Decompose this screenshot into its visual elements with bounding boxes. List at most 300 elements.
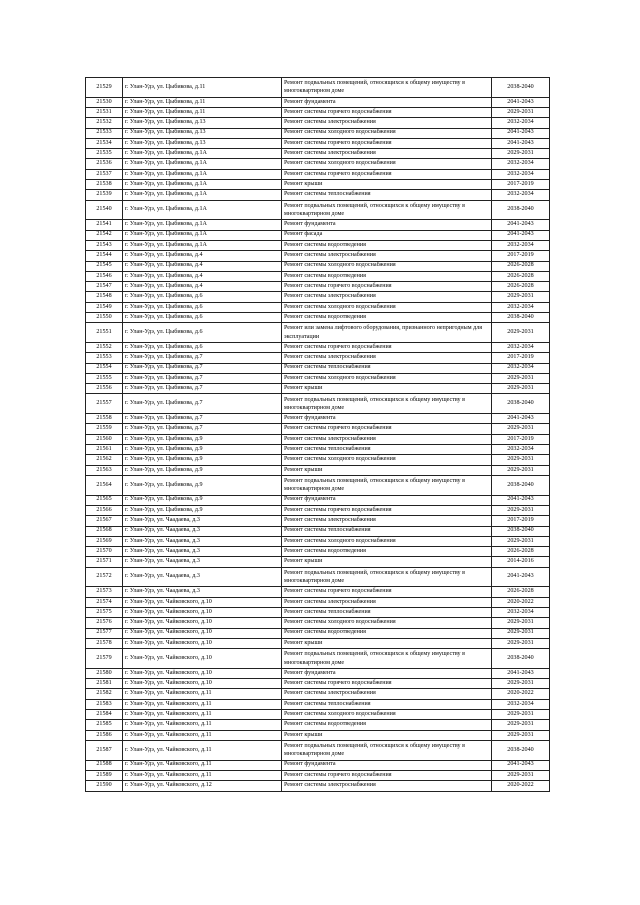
table-row: [86, 353, 550, 363]
row-period: 2041-2043: [492, 138, 550, 148]
row-period: 2029-2031: [492, 323, 550, 343]
table-row: [86, 128, 550, 138]
row-address: г. Улан-Удэ, ул. Цыбикова, д.7: [123, 424, 282, 434]
row-number: 21558: [86, 414, 123, 424]
row-period: 2014-2016: [492, 557, 550, 567]
row-period: 2026-2028: [492, 547, 550, 557]
row-number: 21559: [86, 424, 123, 434]
row-number: 21541: [86, 220, 123, 230]
row-period: 2029-2031: [492, 107, 550, 117]
row-period: 2020-2022: [492, 781, 550, 791]
row-address: г. Улан-Удэ, ул. Цыбикова, д.7: [123, 363, 282, 373]
row-work-type: Ремонт системы горячего водоснабжения: [282, 587, 492, 597]
row-address: г. Улан-Удэ, ул. Цыбикова, д.1А: [123, 149, 282, 159]
row-work-type: Ремонт системы теплоснабжения: [282, 445, 492, 455]
row-period: 2032-2034: [492, 363, 550, 373]
row-address: г. Улан-Удэ, ул. Чаадаева, д.3: [123, 516, 282, 526]
table-row: [86, 261, 550, 271]
row-address: г. Улан-Удэ, ул. Цыбикова, д.4: [123, 282, 282, 292]
row-number: 21577: [86, 628, 123, 638]
table-row: [86, 720, 550, 730]
row-number: 21534: [86, 138, 123, 148]
table-row: [86, 699, 550, 709]
row-number: 21571: [86, 557, 123, 567]
row-work-type: Ремонт системы теплоснабжения: [282, 608, 492, 618]
row-period: 2032-2034: [492, 445, 550, 455]
row-work-type: Ремонт системы холодного водоснабжения: [282, 536, 492, 546]
row-work-type: Ремонт системы теплоснабжения: [282, 526, 492, 536]
row-number: 21552: [86, 343, 123, 353]
table-row: [86, 97, 550, 107]
row-period: 2029-2031: [492, 424, 550, 434]
row-number: 21556: [86, 384, 123, 394]
table-row: [86, 526, 550, 536]
row-address: г. Улан-Удэ, ул. Чайковского, д.12: [123, 781, 282, 791]
row-period: 2029-2031: [492, 770, 550, 780]
row-address: г. Улан-Удэ, ул. Цыбикова, д.11: [123, 107, 282, 117]
row-work-type: Ремонт системы горячего водоснабжения: [282, 343, 492, 353]
row-period: 2029-2031: [492, 618, 550, 628]
row-number: 21531: [86, 107, 123, 117]
table-row: [86, 107, 550, 117]
row-work-type: Ремонт системы холодного водоснабжения: [282, 455, 492, 465]
table-row: [86, 220, 550, 230]
row-number: 21555: [86, 373, 123, 383]
row-work-type: Ремонт системы водоотведения: [282, 313, 492, 323]
row-work-type: Ремонт системы электроснабжения: [282, 597, 492, 607]
table-row: [86, 668, 550, 678]
row-period: 2017-2019: [492, 353, 550, 363]
row-address: г. Улан-Удэ, ул. Чайковского, д.10: [123, 679, 282, 689]
row-number: 21546: [86, 271, 123, 281]
table-row: [86, 557, 550, 567]
row-period: 2029-2031: [492, 149, 550, 159]
table-row: [86, 781, 550, 791]
row-address: г. Улан-Удэ, ул. Цыбикова, д.6: [123, 292, 282, 302]
row-address: г. Улан-Удэ, ул. Чаадаева, д.3: [123, 536, 282, 546]
row-address: г. Улан-Удэ, ул. Цыбикова, д.1А: [123, 169, 282, 179]
row-address: г. Улан-Удэ, ул. Цыбикова, д.11: [123, 97, 282, 107]
row-number: 21588: [86, 760, 123, 770]
row-period: 2041-2043: [492, 230, 550, 240]
row-number: 21537: [86, 169, 123, 179]
row-work-type: Ремонт подвальных помещений, относящихся к общему имуществу в многоквартирном доме: [282, 475, 492, 495]
row-address: г. Улан-Удэ, ул. Чайковского, д.11: [123, 730, 282, 740]
row-number: 21563: [86, 465, 123, 475]
row-period: 2032-2034: [492, 159, 550, 169]
row-work-type: Ремонт фундамента: [282, 97, 492, 107]
row-work-type: Ремонт системы водоотведения: [282, 720, 492, 730]
row-number: 21587: [86, 740, 123, 760]
row-number: 21539: [86, 190, 123, 200]
row-address: г. Улан-Удэ, ул. Цыбикова, д.7: [123, 394, 282, 414]
row-address: г. Улан-Удэ, ул. Чайковского, д.11: [123, 699, 282, 709]
table-row: [86, 760, 550, 770]
table-row: [86, 730, 550, 740]
table-row: [86, 138, 550, 148]
table-row: [86, 638, 550, 648]
row-address: г. Улан-Удэ, ул. Цыбикова, д.1А: [123, 230, 282, 240]
row-work-type: Ремонт системы горячего водоснабжения: [282, 107, 492, 117]
row-address: г. Улан-Удэ, ул. Цыбикова, д.6: [123, 302, 282, 312]
row-work-type: Ремонт крыши: [282, 180, 492, 190]
table-row: [86, 251, 550, 261]
row-number: 21583: [86, 699, 123, 709]
table-row: [86, 384, 550, 394]
row-number: 21579: [86, 649, 123, 669]
row-address: г. Улан-Удэ, ул. Чайковского, д.11: [123, 720, 282, 730]
table-row: [86, 313, 550, 323]
row-work-type: Ремонт подвальных помещений, относящихся к общему имуществу в многоквартирном доме: [282, 567, 492, 587]
row-number: 21549: [86, 302, 123, 312]
row-address: г. Улан-Удэ, ул. Цыбикова, д.13: [123, 138, 282, 148]
row-number: 21560: [86, 434, 123, 444]
row-work-type: Ремонт системы теплоснабжения: [282, 699, 492, 709]
row-number: 21589: [86, 770, 123, 780]
row-address: г. Улан-Удэ, ул. Чайковского, д.10: [123, 649, 282, 669]
row-work-type: Ремонт системы холодного водоснабжения: [282, 159, 492, 169]
table-row: [86, 710, 550, 720]
row-work-type: Ремонт фундамента: [282, 760, 492, 770]
row-address: г. Улан-Удэ, ул. Цыбикова, д.9: [123, 475, 282, 495]
table-row: [86, 475, 550, 495]
row-number: 21548: [86, 292, 123, 302]
row-address: г. Улан-Удэ, ул. Цыбикова, д.9: [123, 445, 282, 455]
row-period: 2032-2034: [492, 343, 550, 353]
row-address: г. Улан-Удэ, ул. Чайковского, д.10: [123, 638, 282, 648]
row-work-type: Ремонт крыши: [282, 638, 492, 648]
table-row: [86, 414, 550, 424]
row-period: 2041-2043: [492, 760, 550, 770]
row-period: 2029-2031: [492, 628, 550, 638]
row-address: г. Улан-Удэ, ул. Цыбикова, д.9: [123, 465, 282, 475]
table-row: [86, 78, 550, 98]
row-address: г. Улан-Удэ, ул. Чайковского, д.11: [123, 689, 282, 699]
row-number: 21573: [86, 587, 123, 597]
row-work-type: Ремонт подвальных помещений, относящихся к общему имуществу в многоквартирном доме: [282, 394, 492, 414]
repair-schedule-table: [85, 77, 550, 792]
row-work-type: Ремонт фундамента: [282, 220, 492, 230]
row-work-type: Ремонт крыши: [282, 384, 492, 394]
row-number: 21544: [86, 251, 123, 261]
row-work-type: Ремонт фундамента: [282, 495, 492, 505]
row-number: 21551: [86, 323, 123, 343]
row-number: 21535: [86, 149, 123, 159]
row-number: 21542: [86, 230, 123, 240]
row-period: 2020-2022: [492, 597, 550, 607]
row-work-type: Ремонт системы водоотведения: [282, 271, 492, 281]
row-address: г. Улан-Удэ, ул. Чайковского, д.11: [123, 770, 282, 780]
row-number: 21547: [86, 282, 123, 292]
row-address: г. Улан-Удэ, ул. Цыбикова, д.1А: [123, 240, 282, 250]
row-work-type: Ремонт или замена лифтового оборудования, признанного непригодным для эксплуатации: [282, 323, 492, 343]
row-work-type: Ремонт системы электроснабжения: [282, 689, 492, 699]
row-period: 2029-2031: [492, 465, 550, 475]
row-number: 21554: [86, 363, 123, 373]
row-number: 21550: [86, 313, 123, 323]
table-row: [86, 302, 550, 312]
row-address: г. Улан-Удэ, ул. Чаадаева, д.3: [123, 547, 282, 557]
row-number: 21566: [86, 505, 123, 515]
row-period: 2032-2034: [492, 302, 550, 312]
row-period: 2032-2034: [492, 118, 550, 128]
table-row: [86, 495, 550, 505]
table-row: [86, 689, 550, 699]
table-row: [86, 618, 550, 628]
table-row: [86, 282, 550, 292]
row-period: 2026-2028: [492, 261, 550, 271]
table-row: [86, 465, 550, 475]
table-row: [86, 587, 550, 597]
row-number: 21543: [86, 240, 123, 250]
row-period: 2029-2031: [492, 384, 550, 394]
row-period: 2029-2031: [492, 720, 550, 730]
table-row: [86, 240, 550, 250]
table-row: [86, 547, 550, 557]
row-work-type: Ремонт системы электроснабжения: [282, 781, 492, 791]
table-body: [86, 78, 550, 792]
row-work-type: Ремонт системы электроснабжения: [282, 353, 492, 363]
row-number: 21545: [86, 261, 123, 271]
table-row: [86, 323, 550, 343]
row-number: 21585: [86, 720, 123, 730]
row-period: 2041-2043: [492, 128, 550, 138]
row-work-type: Ремонт подвальных помещений, относящихся к общему имуществу в многоквартирном доме: [282, 740, 492, 760]
row-period: 2020-2022: [492, 689, 550, 699]
row-number: 21532: [86, 118, 123, 128]
row-period: 2038-2040: [492, 475, 550, 495]
row-address: г. Улан-Удэ, ул. Цыбикова, д.1А: [123, 159, 282, 169]
row-work-type: Ремонт системы электроснабжения: [282, 292, 492, 302]
row-period: 2029-2031: [492, 505, 550, 515]
table-row: [86, 679, 550, 689]
row-work-type: Ремонт подвальных помещений, относящихся к общему имуществу в многоквартирном доме: [282, 200, 492, 220]
table-row: [86, 628, 550, 638]
row-number: 21581: [86, 679, 123, 689]
row-period: 2038-2040: [492, 394, 550, 414]
table-row: [86, 608, 550, 618]
row-work-type: Ремонт системы холодного водоснабжения: [282, 128, 492, 138]
row-work-type: Ремонт системы электроснабжения: [282, 434, 492, 444]
row-work-type: Ремонт системы горячего водоснабжения: [282, 138, 492, 148]
row-period: 2032-2034: [492, 190, 550, 200]
row-work-type: Ремонт системы горячего водоснабжения: [282, 169, 492, 179]
row-work-type: Ремонт системы горячего водоснабжения: [282, 770, 492, 780]
row-work-type: Ремонт системы холодного водоснабжения: [282, 302, 492, 312]
row-number: 21584: [86, 710, 123, 720]
row-address: г. Улан-Удэ, ул. Чаадаева, д.3: [123, 567, 282, 587]
table-row: [86, 271, 550, 281]
row-work-type: Ремонт системы горячего водоснабжения: [282, 505, 492, 515]
row-work-type: Ремонт системы электроснабжения: [282, 516, 492, 526]
table-row: [86, 424, 550, 434]
table-row: [86, 434, 550, 444]
row-period: 2029-2031: [492, 292, 550, 302]
row-period: 2038-2040: [492, 78, 550, 98]
row-address: г. Улан-Удэ, ул. Цыбикова, д.4: [123, 261, 282, 271]
row-address: г. Улан-Удэ, ул. Цыбикова, д.1А: [123, 190, 282, 200]
table-row: [86, 159, 550, 169]
row-address: г. Улан-Удэ, ул. Цыбикова, д.4: [123, 271, 282, 281]
row-number: 21574: [86, 597, 123, 607]
row-number: 21578: [86, 638, 123, 648]
row-number: 21570: [86, 547, 123, 557]
table-row: [86, 536, 550, 546]
row-number: 21576: [86, 618, 123, 628]
row-work-type: Ремонт системы холодного водоснабжения: [282, 710, 492, 720]
row-number: 21575: [86, 608, 123, 618]
row-address: г. Улан-Удэ, ул. Цыбикова, д.6: [123, 343, 282, 353]
row-number: 21529: [86, 78, 123, 98]
row-number: 21533: [86, 128, 123, 138]
row-work-type: Ремонт системы холодного водоснабжения: [282, 261, 492, 271]
row-work-type: Ремонт подвальных помещений, относящихся к общему имуществу в многоквартирном доме: [282, 649, 492, 669]
row-number: 21562: [86, 455, 123, 465]
row-period: 2032-2034: [492, 699, 550, 709]
table-row: [86, 373, 550, 383]
row-number: 21564: [86, 475, 123, 495]
row-work-type: Ремонт подвальных помещений, относящихся к общему имуществу в многоквартирном доме: [282, 78, 492, 98]
row-period: 2017-2019: [492, 516, 550, 526]
row-work-type: Ремонт системы теплоснабжения: [282, 190, 492, 200]
row-address: г. Улан-Удэ, ул. Цыбикова, д.7: [123, 384, 282, 394]
row-address: г. Улан-Удэ, ул. Цыбикова, д.1А: [123, 220, 282, 230]
row-period: 2029-2031: [492, 638, 550, 648]
row-period: 2029-2031: [492, 373, 550, 383]
table-row: [86, 597, 550, 607]
row-period: 2029-2031: [492, 679, 550, 689]
row-address: г. Улан-Удэ, ул. Цыбикова, д.7: [123, 373, 282, 383]
row-address: г. Улан-Удэ, ул. Цыбикова, д.9: [123, 505, 282, 515]
row-work-type: Ремонт фасада: [282, 230, 492, 240]
row-work-type: Ремонт фундамента: [282, 668, 492, 678]
row-period: 2032-2034: [492, 169, 550, 179]
table-row: [86, 180, 550, 190]
row-address: г. Улан-Удэ, ул. Чайковского, д.11: [123, 740, 282, 760]
row-period: 2038-2040: [492, 526, 550, 536]
row-work-type: Ремонт фундамента: [282, 414, 492, 424]
row-number: 21561: [86, 445, 123, 455]
table-row: [86, 169, 550, 179]
row-address: г. Улан-Удэ, ул. Цыбикова, д.7: [123, 353, 282, 363]
table-row: [86, 394, 550, 414]
row-address: г. Улан-Удэ, ул. Цыбикова, д.6: [123, 313, 282, 323]
row-number: 21540: [86, 200, 123, 220]
table-row: [86, 200, 550, 220]
row-work-type: Ремонт системы электроснабжения: [282, 149, 492, 159]
table-row: [86, 770, 550, 780]
row-number: 21567: [86, 516, 123, 526]
row-address: г. Улан-Удэ, ул. Цыбикова, д.4: [123, 251, 282, 261]
table-row: [86, 516, 550, 526]
row-period: 2038-2040: [492, 313, 550, 323]
row-work-type: Ремонт крыши: [282, 730, 492, 740]
row-period: 2038-2040: [492, 649, 550, 669]
table-row: [86, 455, 550, 465]
row-period: 2029-2031: [492, 536, 550, 546]
row-address: г. Улан-Удэ, ул. Цыбикова, д.1А: [123, 200, 282, 220]
row-work-type: Ремонт системы холодного водоснабжения: [282, 618, 492, 628]
row-number: 21538: [86, 180, 123, 190]
row-period: 2017-2019: [492, 251, 550, 261]
row-work-type: Ремонт крыши: [282, 465, 492, 475]
row-period: 2038-2040: [492, 200, 550, 220]
table-row: [86, 292, 550, 302]
row-address: г. Улан-Удэ, ул. Чайковского, д.10: [123, 628, 282, 638]
row-number: 21582: [86, 689, 123, 699]
row-work-type: Ремонт системы электроснабжения: [282, 118, 492, 128]
table-row: [86, 505, 550, 515]
table-row: [86, 190, 550, 200]
row-number: 21572: [86, 567, 123, 587]
row-period: 2041-2043: [492, 414, 550, 424]
table-row: [86, 363, 550, 373]
row-work-type: Ремонт крыши: [282, 557, 492, 567]
row-period: 2029-2031: [492, 455, 550, 465]
table-row: [86, 649, 550, 669]
row-period: 2041-2043: [492, 495, 550, 505]
row-work-type: Ремонт системы электроснабжения: [282, 251, 492, 261]
row-address: г. Улан-Удэ, ул. Цыбикова, д.6: [123, 323, 282, 343]
row-period: 2041-2043: [492, 97, 550, 107]
row-period: 2041-2043: [492, 668, 550, 678]
row-period: 2029-2031: [492, 710, 550, 720]
row-period: 2038-2040: [492, 740, 550, 760]
row-address: г. Улан-Удэ, ул. Чайковского, д.10: [123, 608, 282, 618]
row-address: г. Улан-Удэ, ул. Цыбикова, д.13: [123, 128, 282, 138]
table-row: [86, 118, 550, 128]
row-address: г. Улан-Удэ, ул. Чаадаева, д.3: [123, 557, 282, 567]
row-work-type: Ремонт системы горячего водоснабжения: [282, 282, 492, 292]
row-address: г. Улан-Удэ, ул. Чайковского, д.10: [123, 597, 282, 607]
row-number: 21553: [86, 353, 123, 363]
table-row: [86, 343, 550, 353]
row-period: 2026-2028: [492, 282, 550, 292]
row-period: 2029-2031: [492, 730, 550, 740]
row-address: г. Улан-Удэ, ул. Цыбикова, д.11: [123, 78, 282, 98]
row-period: 2026-2028: [492, 271, 550, 281]
row-period: 2041-2043: [492, 567, 550, 587]
row-number: 21580: [86, 668, 123, 678]
row-address: г. Улан-Удэ, ул. Цыбикова, д.9: [123, 434, 282, 444]
row-work-type: Ремонт системы холодного водоснабжения: [282, 373, 492, 383]
table-row: [86, 740, 550, 760]
table-row: [86, 230, 550, 240]
row-number: 21586: [86, 730, 123, 740]
table-row: [86, 567, 550, 587]
row-period: 2026-2028: [492, 587, 550, 597]
row-address: г. Улан-Удэ, ул. Чайковского, д.10: [123, 668, 282, 678]
row-work-type: Ремонт системы горячего водоснабжения: [282, 679, 492, 689]
row-address: г. Улан-Удэ, ул. Цыбикова, д.9: [123, 495, 282, 505]
row-number: 21590: [86, 781, 123, 791]
row-address: г. Улан-Удэ, ул. Цыбикова, д.13: [123, 118, 282, 128]
row-address: г. Улан-Удэ, ул. Чайковского, д.11: [123, 710, 282, 720]
row-address: г. Улан-Удэ, ул. Чаадаева, д.3: [123, 526, 282, 536]
row-address: г. Улан-Удэ, ул. Цыбикова, д.1А: [123, 180, 282, 190]
row-number: 21530: [86, 97, 123, 107]
row-address: г. Улан-Удэ, ул. Цыбикова, д.9: [123, 455, 282, 465]
row-period: 2041-2043: [492, 220, 550, 230]
row-address: г. Улан-Удэ, ул. Чайковского, д.10: [123, 618, 282, 628]
row-period: 2032-2034: [492, 240, 550, 250]
row-number: 21569: [86, 536, 123, 546]
table-row: [86, 445, 550, 455]
table-row: [86, 149, 550, 159]
row-period: 2017-2019: [492, 434, 550, 444]
row-period: 2032-2034: [492, 608, 550, 618]
row-work-type: Ремонт системы горячего водоснабжения: [282, 424, 492, 434]
